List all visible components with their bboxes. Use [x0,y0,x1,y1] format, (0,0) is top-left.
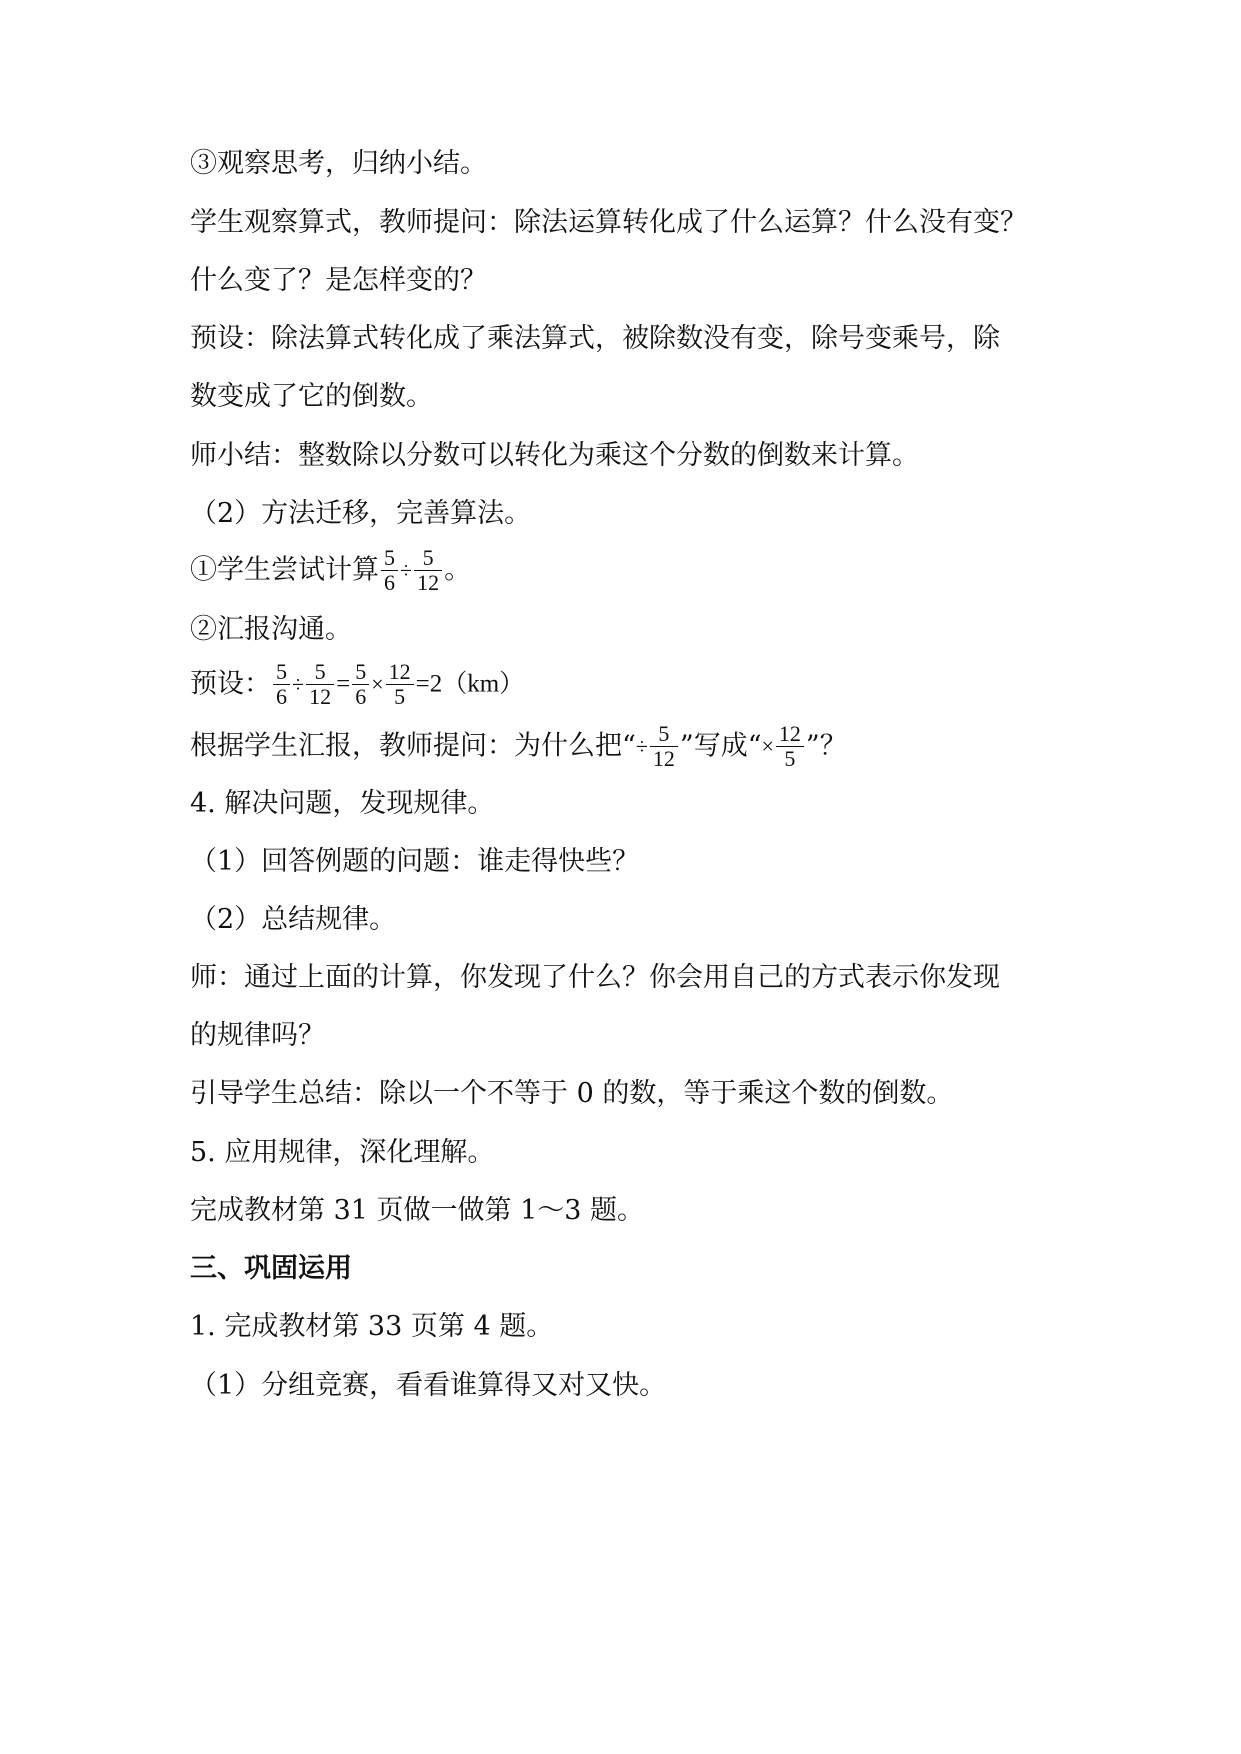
fraction-denominator: 6 [276,684,287,709]
divide-sign: ÷ [400,557,413,583]
text-line-guide-summary: 引导学生总结：除以一个不等于 0 的数，等于乘这个数的倒数。 [190,1078,954,1109]
text-line-preset-2: 数变成了它的倒数。 [190,381,433,412]
fraction-12-5 [386,660,414,709]
divide-sign: ÷ [292,671,305,697]
text-line-answer-example: （1）回答例题的问题：谁走得快些？ [190,846,640,877]
fraction-5-12 [650,722,678,771]
fraction-12-5 [776,722,804,771]
multiply-sign: × [371,671,384,697]
fraction-denominator: 12 [417,570,440,595]
text-line-textbook-exercise: 完成教材第 31 页做一做第 1～3 题。 [190,1195,645,1226]
equation-result: =2（km） [415,670,525,698]
text-line-what-changed: 什么变了？是怎样变的？ [190,265,487,296]
question-line [190,722,1070,778]
section-heading: 三、巩固运用 [190,1253,352,1284]
fraction-denominator: 5 [784,746,796,771]
text-line-teacher-question: 学生观察算式，教师提问：除法运算转化成了什么运算？什么没有变？ [190,207,1027,238]
divide-sign: ÷ [635,733,648,759]
question-middle: ”写成“ [679,730,762,762]
fraction-5-6 [381,546,398,595]
text-line-apply-rule: 5. 应用规律，深化理解。 [190,1137,495,1168]
fraction-denominator: 12 [652,746,675,771]
text-line-summarize-rule: （2）总结规律。 [190,904,397,935]
fraction-numerator: 12 [386,660,414,685]
try-calc-prefix: ①学生尝试计算 [190,554,379,586]
fraction-denominator: 5 [394,684,406,709]
text-line-teacher-ask: 师：通过上面的计算，你发现了什么？你会用自己的方式表示你发现 [190,962,1000,993]
fraction-5-12 [306,660,334,709]
preset-equation-line [190,660,1070,716]
fraction-numerator: 5 [352,660,369,685]
fraction-5-6 [273,660,290,709]
preset-label: 预设： [190,668,271,700]
text-line-teacher-summary: 师小结：整数除以分数可以转化为乘这个分数的倒数来计算。 [190,440,919,471]
question-suffix: ”？ [805,730,847,762]
text-line-method-transfer: （2）方法迁移，完善算法。 [190,498,532,529]
fraction-denominator: 6 [384,570,395,595]
text-line-group-contest: （1）分组竞赛，看看谁算得又对又快。 [190,1370,667,1401]
fraction-numerator: 12 [776,722,804,747]
multiply-sign: × [761,733,774,759]
fraction-numerator: 5 [273,660,290,685]
text-line-preset-1: 预设：除法算式转化成了乘法算式，被除数没有变，除号变乘号，除 [190,323,1000,354]
equals-sign: = [336,670,351,698]
fraction-numerator: 5 [650,722,678,747]
fraction-5-6 [352,660,369,709]
text-line-report: ②汇报沟通。 [190,614,352,645]
fraction-numerator: 5 [381,546,398,571]
fraction-denominator: 12 [309,684,332,709]
fraction-5-12 [414,546,442,595]
text-line-complete-exercise: 1. 完成教材第 33 页第 4 题。 [190,1311,554,1342]
text-line-rule-question: 的规律吗？ [190,1020,325,1051]
fraction-denominator: 6 [355,684,367,709]
try-calc-line [190,546,1070,602]
fraction-numerator: 5 [306,660,334,685]
try-calc-suffix: 。 [444,554,472,586]
text-line-observe: ③观察思考，归纳小结。 [190,148,487,179]
text-line-solve-problem: 4. 解决问题，发现规律。 [190,788,495,819]
fraction-numerator: 5 [414,546,442,571]
question-prefix: 根据学生汇报，教师提问：为什么把“ [190,730,636,762]
